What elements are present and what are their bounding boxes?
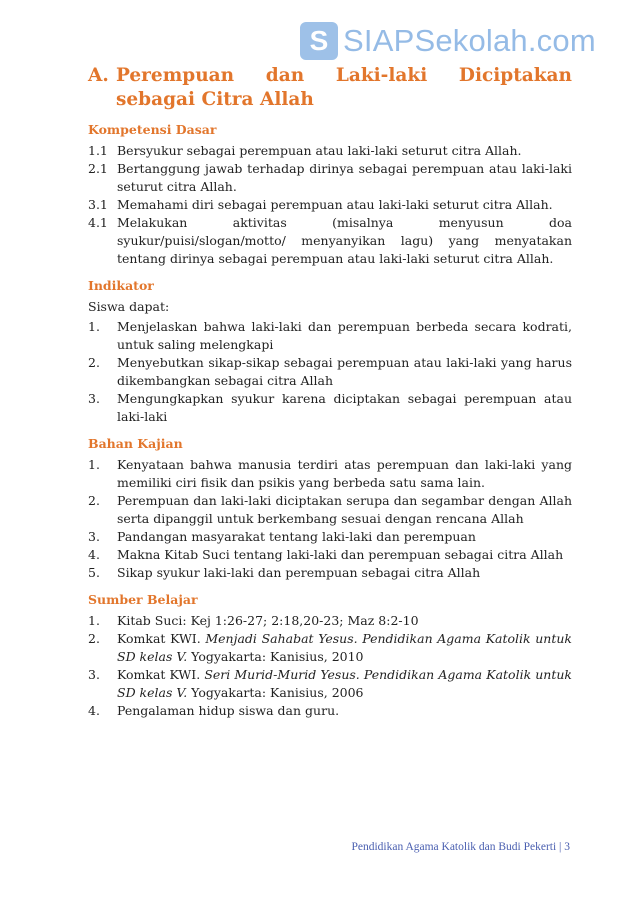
item-number: 1.1 [88,143,108,158]
item-text: Pengalaman hidup siswa dan guru. [117,703,340,718]
page-content [88,64,572,720]
list-item [88,666,572,702]
item-text: Kenyataan bahwa manusia terdiri atas perempuan dan laki-laki yang memiliki ciri fisik dan psikis yang berbeda satu sama lain. [117,457,572,490]
item-number: 1. [88,319,100,334]
reference-publisher: Yogyakarta: Kanisius, 2010 [187,649,364,664]
reference-author: Komkat KWI. [117,667,205,682]
list-item [88,160,572,196]
list-item [88,492,572,528]
item-text: Melakukan aktivitas (misalnya menyusun doa syukur/puisi/slogan/motto/ menyanyikan lagu) yang menyatakan tentang dirinya sebagai perempuan atau laki-laki seturut citra Allah. [117,215,572,266]
list-item [88,564,572,582]
item-number: 2. [88,355,100,370]
list-item [88,142,572,160]
item-number: 2. [88,631,100,646]
list-item [88,612,572,630]
logo-s-icon: S [300,22,338,60]
section-heading-sumber: Sumber Belajar [88,592,198,607]
bahan-list [88,456,572,582]
list-item [88,546,572,564]
indikator-list [88,318,572,426]
page-footer: Pendidikan Agama Katolik dan Budi Pekerti | 3 [351,841,570,853]
watermark-text: SIAPSekolah.com [343,23,596,58]
kompetensi-list [88,142,572,268]
watermark-logo [300,22,596,60]
title-text: Perempuan dan Laki-laki Diciptakan sebagai Citra Allah [116,65,572,110]
item-text: Bertanggung jawab terhadap dirinya sebagai perempuan atau laki-laki seturut citra Allah. [117,161,572,194]
item-text: Perempuan dan laki-laki diciptakan serupa dan segambar dengan Allah serta dipanggil untuk berkembang sesuai dengan rencana Allah [117,493,572,526]
list-item [88,702,572,720]
list-item [88,354,572,390]
item-number: 4.1 [88,215,108,230]
item-number: 3. [88,667,100,682]
list-item [88,318,572,354]
reference-publisher: Yogyakarta: Kanisius, 2006 [187,685,364,700]
item-text: Mengungkapkan syukur karena diciptakan sebagai perempuan atau laki-laki [117,391,572,424]
item-number: 3. [88,391,100,406]
sumber-list [88,612,572,720]
list-item [88,528,572,546]
item-text [117,666,572,702]
item-text: Memahami diri sebagai perempuan atau laki-laki seturut citra Allah. [117,197,553,212]
item-text: Makna Kitab Suci tentang laki-laki dan perempuan sebagai citra Allah [117,547,564,562]
page-title [88,64,572,112]
item-number: 2.1 [88,161,108,176]
item-number: 3.1 [88,197,108,212]
item-number: 4. [88,547,100,562]
item-number: 5. [88,565,100,580]
item-number: 1. [88,613,100,628]
item-number: 2. [88,493,100,508]
item-text: Menyebutkan sikap-sikap sebagai perempuan atau laki-laki yang harus dikembangkan sebagai citra Allah [117,355,572,388]
item-number: 3. [88,529,100,544]
list-item [88,390,572,426]
item-text: Bersyukur sebagai perempuan atau laki-laki seturut citra Allah. [117,143,522,158]
item-number: 1. [88,457,100,472]
item-text: Pandangan masyarakat tentang laki-laki dan perempuan [117,529,476,544]
list-item [88,196,572,214]
list-item [88,456,572,492]
list-item [88,630,572,666]
list-item [88,214,572,268]
reference-title: Menjadi Sahabat Yesus. Pendidikan Agama Katolik untuk SD kelas V. [117,631,572,664]
section-heading-indikator: Indikator [88,278,154,293]
item-text: Kitab Suci: Kej 1:26-27; 2:18,20-23; Maz 8:2-10 [117,613,419,628]
item-text: Sikap syukur laki-laki dan perempuan sebagai citra Allah [117,565,481,580]
indikator-intro: Siswa dapat: [88,299,170,314]
reference-title: Seri Murid-Murid Yesus. Pendidikan Agama Katolik untuk SD kelas V. [117,667,573,700]
item-text: Menjelaskan bahwa laki-laki dan perempuan berbeda secara kodrati, untuk saling melengkapi [117,319,572,352]
section-heading-kompetensi: Kompetensi Dasar [88,122,217,137]
reference-author: Komkat KWI. [117,631,206,646]
section-heading-bahan: Bahan Kajian [88,436,183,451]
item-text [117,630,572,666]
title-letter: A. [88,65,109,86]
item-number: 4. [88,703,100,718]
